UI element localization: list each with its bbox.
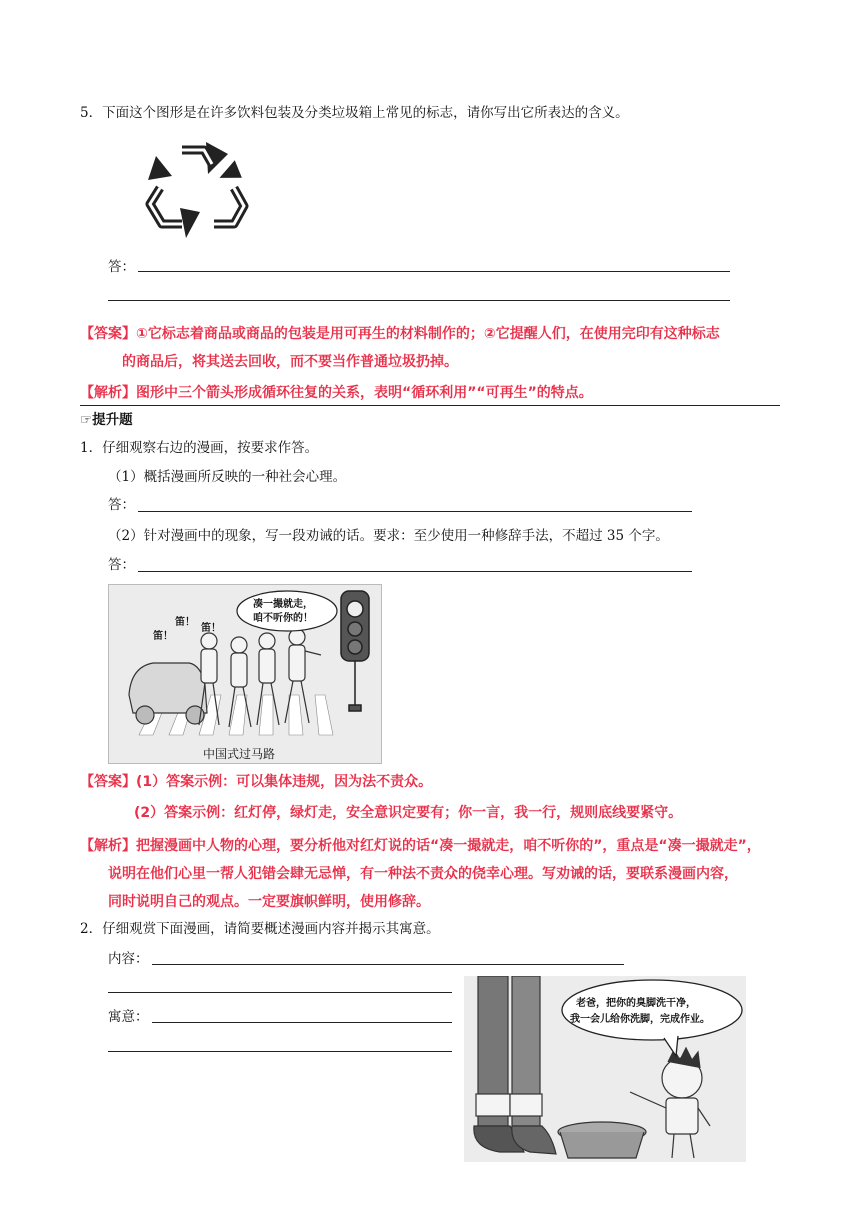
q5-answer-line-2 bbox=[108, 300, 730, 301]
q1-sub2-answer-line bbox=[138, 571, 692, 572]
hand-pointing-icon: ☞ bbox=[80, 412, 93, 428]
cartoon-caption: 中国式过马路 bbox=[203, 747, 276, 761]
q2-content-line-1 bbox=[152, 964, 624, 965]
cartoon-chinese-style-crossing bbox=[108, 584, 382, 764]
q5-answer-label: 答： bbox=[108, 259, 135, 275]
cartoon-honk-1: 笛！ bbox=[153, 631, 173, 642]
q1-sub1-answer-line bbox=[138, 511, 692, 512]
question-2-text: 2．仔细观赏下面漫画，请简要概述漫画内容并揭示其寓意。 bbox=[80, 921, 440, 937]
cartoon-honk-2: 笛！ bbox=[175, 617, 195, 628]
q2-meaning-line-2 bbox=[108, 1051, 452, 1052]
recycle-symbol-icon bbox=[142, 136, 254, 242]
cartoon-honk-3: 笛！ bbox=[201, 623, 221, 634]
q2-meaning-line-1 bbox=[152, 1022, 452, 1023]
q1-answer-key-line-2: (2）答案示例：红灯停，绿灯走，安全意识定要有；你一言，我一行，规则底线要紧守。 bbox=[134, 805, 683, 821]
q1-sub2-answer-label: 答： bbox=[108, 557, 135, 573]
cartoon-2-bubble-line-2: 我一会儿给你洗脚，完成作业。 bbox=[570, 1014, 710, 1025]
section-header bbox=[80, 411, 133, 429]
q2-content-line-2 bbox=[108, 992, 452, 993]
q1-sub2: （2）针对漫画中的现象，写一段劝诫的话。要求：至少使用一种修辞手法，不超过 35 个字。 bbox=[108, 528, 669, 544]
q1-analysis-line-3: 同时说明自己的观点。一定要旗帜鲜明，使用修辞。 bbox=[108, 894, 430, 910]
section-divider bbox=[80, 405, 780, 406]
q1-analysis-line-2: 说明在他们心里一帮人犯错会肆无忌惮，有一种法不责众的侥幸心理。写劝诫的话，要联系漫画内容， bbox=[108, 866, 738, 882]
question-5-text: 5．下面这个图形是在许多饮料包装及分类垃圾箱上常见的标志，请你写出它所表达的含义。 bbox=[80, 105, 629, 121]
q1-sub1: （1）概括漫画所反映的一种社会心理。 bbox=[108, 469, 347, 485]
q1-answer-key-line-1: 【答案】(1）答案示例：可以集体违规，因为法不责众。 bbox=[80, 774, 433, 790]
cartoon-1-bubble-line-2: 咱不听你的！ bbox=[253, 613, 313, 624]
question-1-text: 1．仔细观察右边的漫画，按要求作答。 bbox=[80, 440, 319, 456]
q5-answer-key-line-1: 【答案】①它标志着商品或商品的包装是用可再生的材料制作的；②它提醒人们，在使用完印有这种标志 bbox=[80, 326, 720, 342]
q1-sub1-answer-label: 答： bbox=[108, 497, 135, 513]
section-title: 提升题 bbox=[92, 412, 133, 428]
q1-analysis-line-1: 【解析】把握漫画中人物的心理，要分析他对红灯说的话“凑一撮就走，咱不听你的”，重点是“凑一撮就走”， bbox=[80, 838, 761, 854]
q5-answer-line-1 bbox=[138, 271, 730, 272]
q5-answer-key-line-2: 的商品后，将其送去回收，而不要当作普通垃圾扔掉。 bbox=[122, 354, 458, 370]
q2-meaning-label: 寓意： bbox=[108, 1009, 149, 1025]
q5-analysis: 【解析】图形中三个箭头形成循环往复的关系，表明“循环利用”“可再生”的特点。 bbox=[80, 385, 593, 401]
cartoon-foot-washing bbox=[464, 976, 746, 1162]
q2-content-label: 内容： bbox=[108, 951, 149, 967]
cartoon-1-bubble-line-1: 凑一撮就走， bbox=[253, 599, 313, 610]
cartoon-2-bubble-line-1: 老爸，把你的臭脚洗干净， bbox=[576, 998, 696, 1009]
